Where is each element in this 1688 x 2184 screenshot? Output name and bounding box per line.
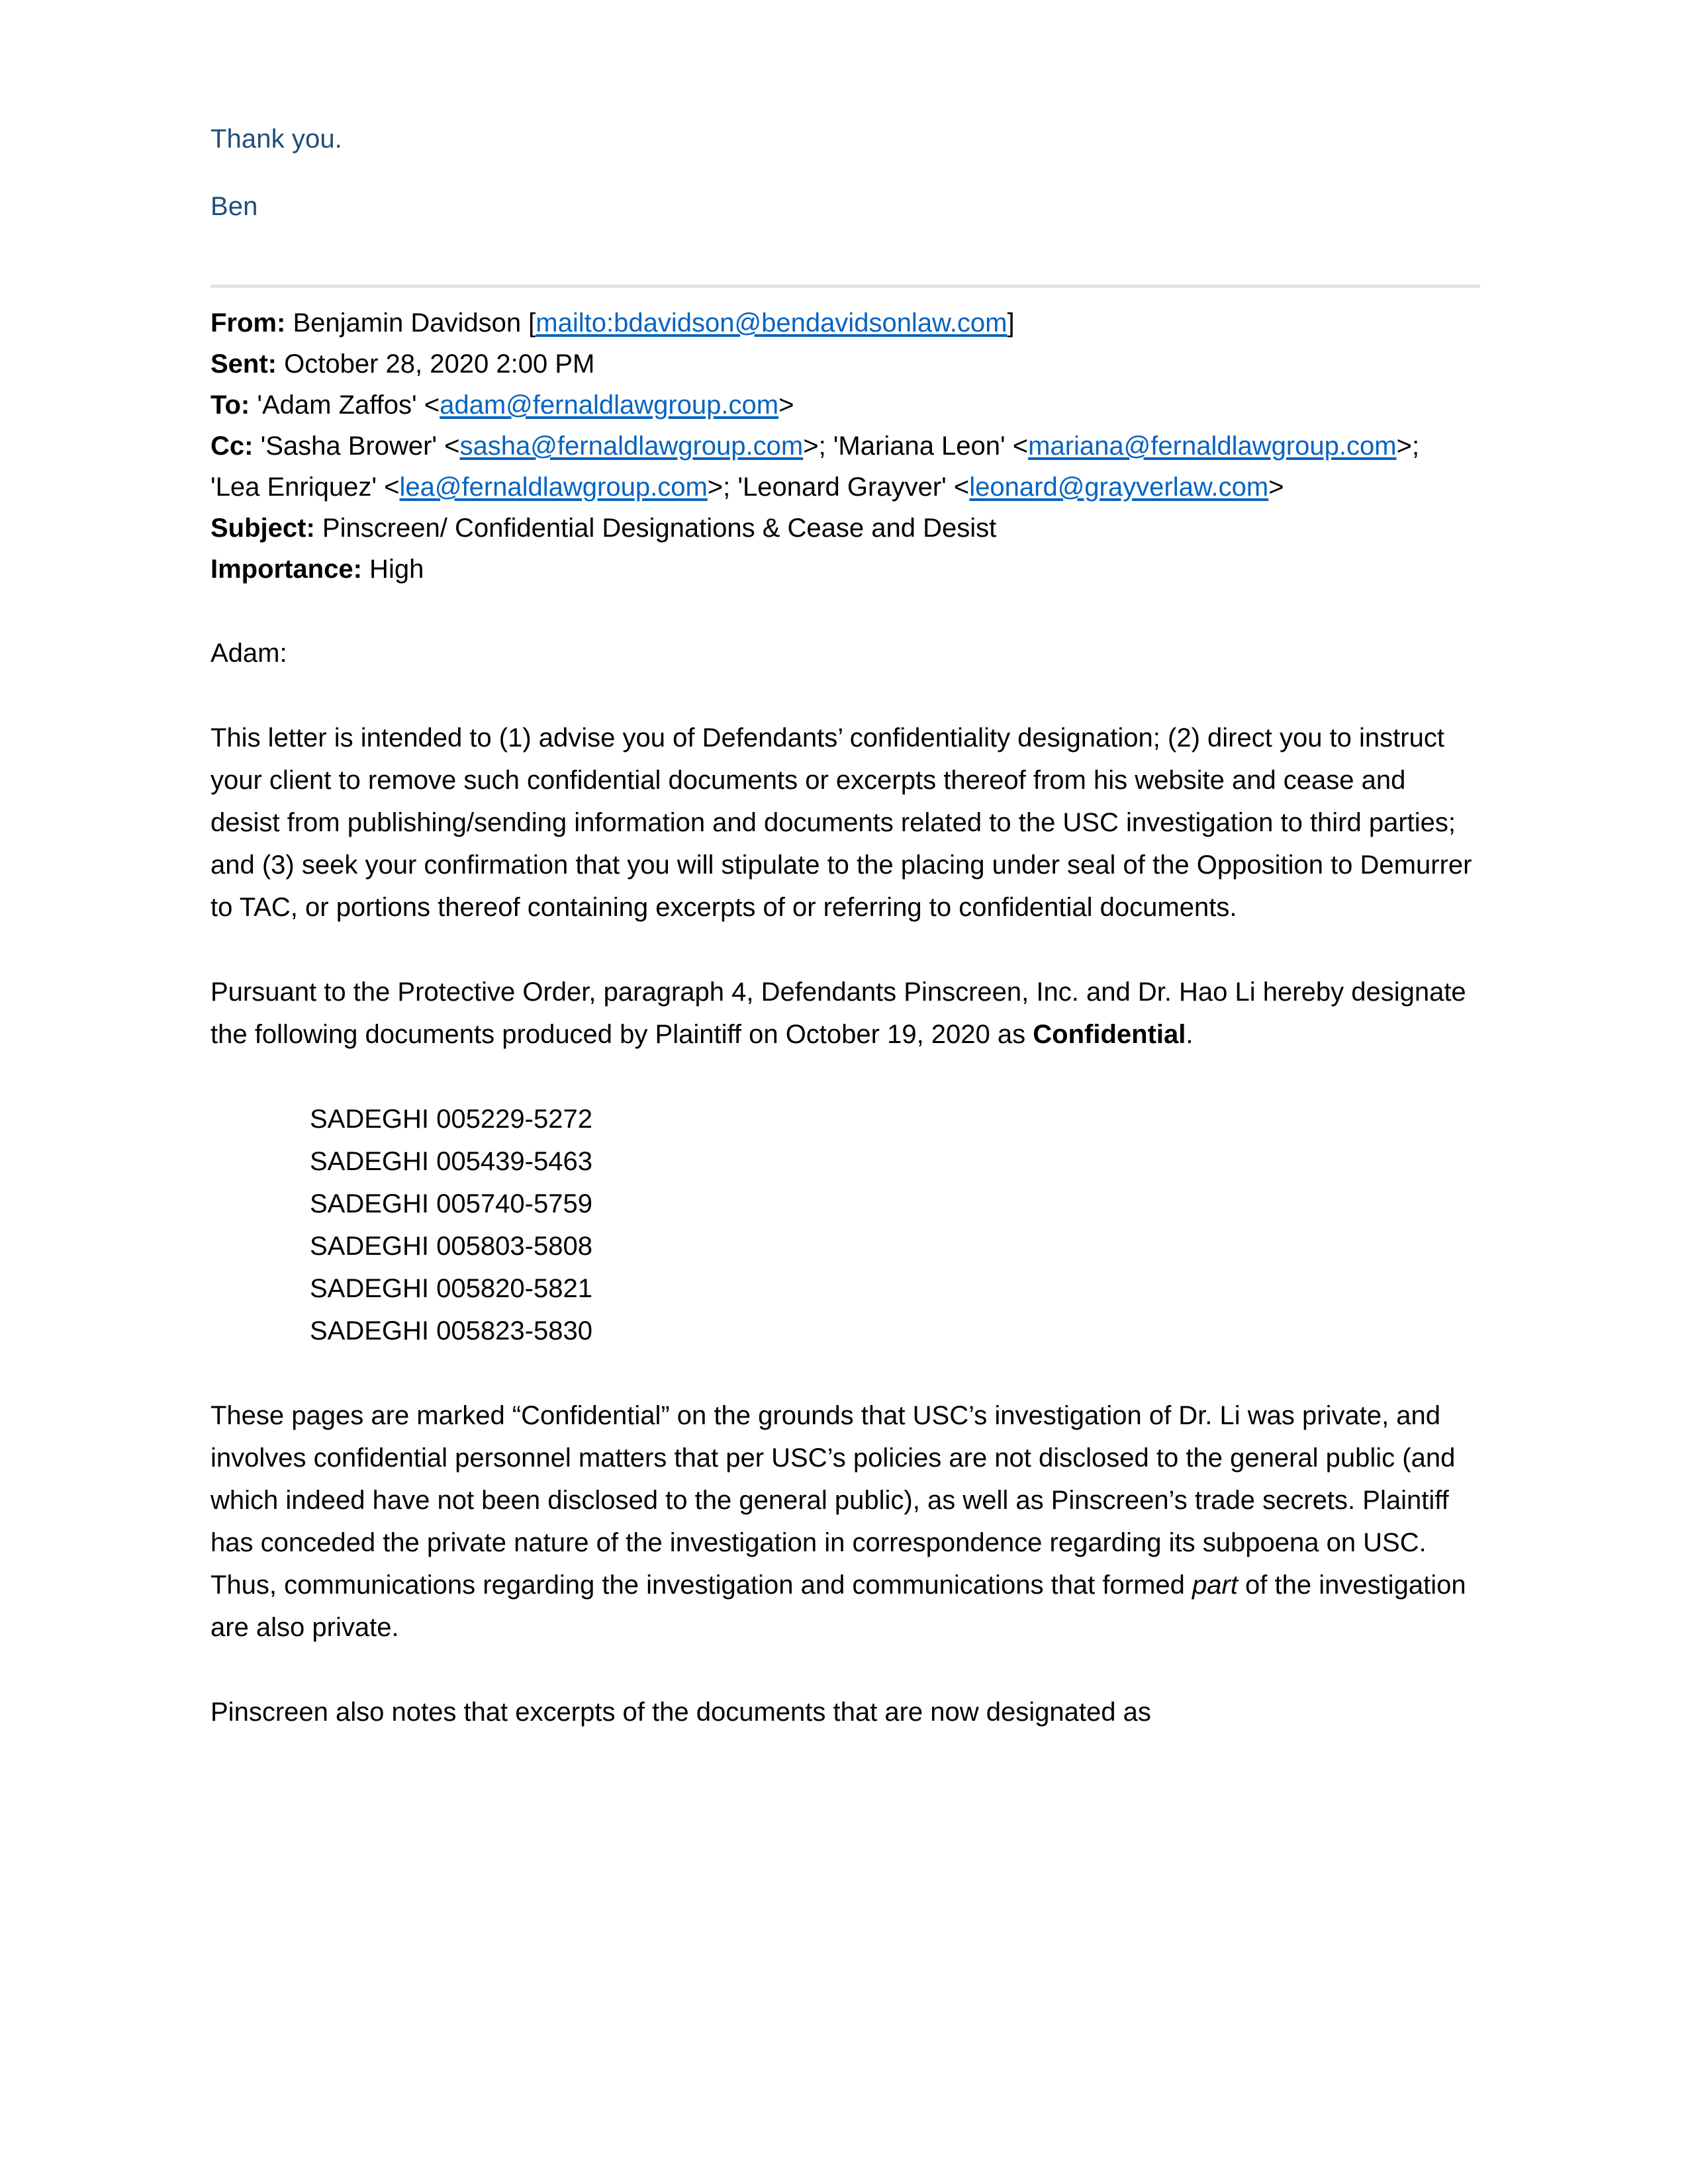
header-cc-seg5: >: [1268, 473, 1284, 502]
spacer: [211, 929, 1475, 971]
document-content: [211, 126, 1475, 1733]
header-to-label: To:: [211, 390, 250, 420]
header-cc-label: Cc:: [211, 432, 254, 461]
header-from-name: Benjamin Davidson [: [285, 308, 536, 338]
header-to-suffix: >: [778, 390, 794, 420]
bates-number-list: [211, 1098, 1475, 1352]
paragraph-one: This letter is intended to (1) advise you of Defendants’ confidentiality designation; (2) direct you to instruct your client to remove such confidential documents or excerpts thereof from his website and cease and desist from publishing/sending information and documents related to the USC investigation to third parties; and (3) seek your confirmation that you will stipulate to the placing under seal of the Opposition to Demurrer to TAC, or portions thereof containing excerpts of or referring to confidential documents.: [211, 723, 1472, 922]
spacer: [211, 674, 1475, 717]
cc-email-link-sasha[interactable]: sasha@fernaldlawgroup.com: [459, 432, 804, 461]
signature-name: Ben: [211, 192, 258, 221]
list-item: SADEGHI 005229-5272: [310, 1105, 592, 1134]
to-email-link[interactable]: adam@fernaldlawgroup.com: [440, 390, 779, 420]
header-cc-seg4: >; 'Leonard Grayver' <: [707, 473, 970, 502]
spacer: [211, 1352, 1475, 1394]
paragraph-two-pre: Pursuant to the Protective Order, paragraph 4, Defendants Pinscreen, Inc. and Dr. Hao Li hereby designate the following documents produced by Plaintiff on October 19, 2020 as: [211, 978, 1466, 1049]
spacer: [211, 1056, 1475, 1098]
cc-email-link-mariana[interactable]: mariana@fernaldlawgroup.com: [1028, 432, 1397, 461]
paragraph-three: [211, 1394, 1475, 1649]
spacer: [211, 220, 1475, 285]
header-from: [211, 302, 1475, 343]
spacer: [211, 1649, 1475, 1691]
header-cc-seg3: >; 'Lea Enriquez' <: [211, 432, 1420, 502]
header-sent-label: Sent:: [211, 349, 277, 379]
header-sent-value: October 28, 2020 2:00 PM: [277, 349, 595, 379]
list-item: SADEGHI 005803-5808: [310, 1232, 592, 1261]
header-to: [211, 385, 1475, 426]
header-to-prefix: 'Adam Zaffos' <: [250, 390, 440, 420]
cc-email-link-leonard[interactable]: leonard@grayverlaw.com: [969, 473, 1269, 502]
list-item: SADEGHI 005740-5759: [310, 1189, 592, 1218]
header-sent: [211, 343, 1475, 385]
header-subject-value: Pinscreen/ Confidential Designations & Cease and Desist: [314, 514, 997, 543]
confidential-emphasis: Confidential: [1033, 1020, 1186, 1049]
header-from-label: From:: [211, 308, 286, 338]
header-subject: [211, 508, 1475, 549]
header-subject-label: Subject:: [211, 514, 315, 543]
paragraph-three-pre: These pages are marked “Confidential” on the grounds that USC’s investigation of Dr. Li was private, and involves confidential personnel matters that per USC’s policies are not disclosed to the general public (and which indeed have not been disclosed to the general public), as well as Pinscreen’s trade secrets. Plaintiff has conceded the private nature of the investigation in correspondence regarding its subpoena on USC. Thus, communications regarding the investigation and communications that formed: [211, 1401, 1456, 1600]
spacer: [211, 590, 1475, 632]
list-item: SADEGHI 005823-5830: [310, 1316, 592, 1345]
list-item: SADEGHI 005439-5463: [310, 1147, 592, 1176]
header-importance-label: Importance:: [211, 555, 362, 584]
salutation: Adam:: [211, 639, 287, 668]
header-cc-seg2: >; 'Mariana Leon' <: [803, 432, 1029, 461]
from-email-link[interactable]: mailto:bdavidson@bendavidsonlaw.com: [536, 308, 1008, 338]
paragraph-two: [211, 971, 1475, 1056]
spacer: [211, 288, 1475, 302]
list-item: SADEGHI 005820-5821: [310, 1274, 592, 1303]
header-cc: [211, 426, 1475, 508]
cc-email-link-lea[interactable]: lea@fernaldlawgroup.com: [399, 473, 708, 502]
header-from-close: ]: [1007, 308, 1015, 338]
header-cc-seg1: 'Sasha Brower' <: [253, 432, 460, 461]
paragraph-three-post: of the investigation are also private.: [211, 1570, 1466, 1642]
signature-thanks: Thank you.: [211, 124, 342, 154]
paragraph-two-post: .: [1186, 1020, 1194, 1049]
spacer: [211, 152, 1475, 193]
part-emphasis: part: [1192, 1570, 1238, 1600]
paragraph-four: Pinscreen also notes that excerpts of the documents that are now designated as: [211, 1698, 1151, 1727]
header-importance: [211, 549, 1475, 590]
header-importance-value: High: [361, 555, 424, 584]
